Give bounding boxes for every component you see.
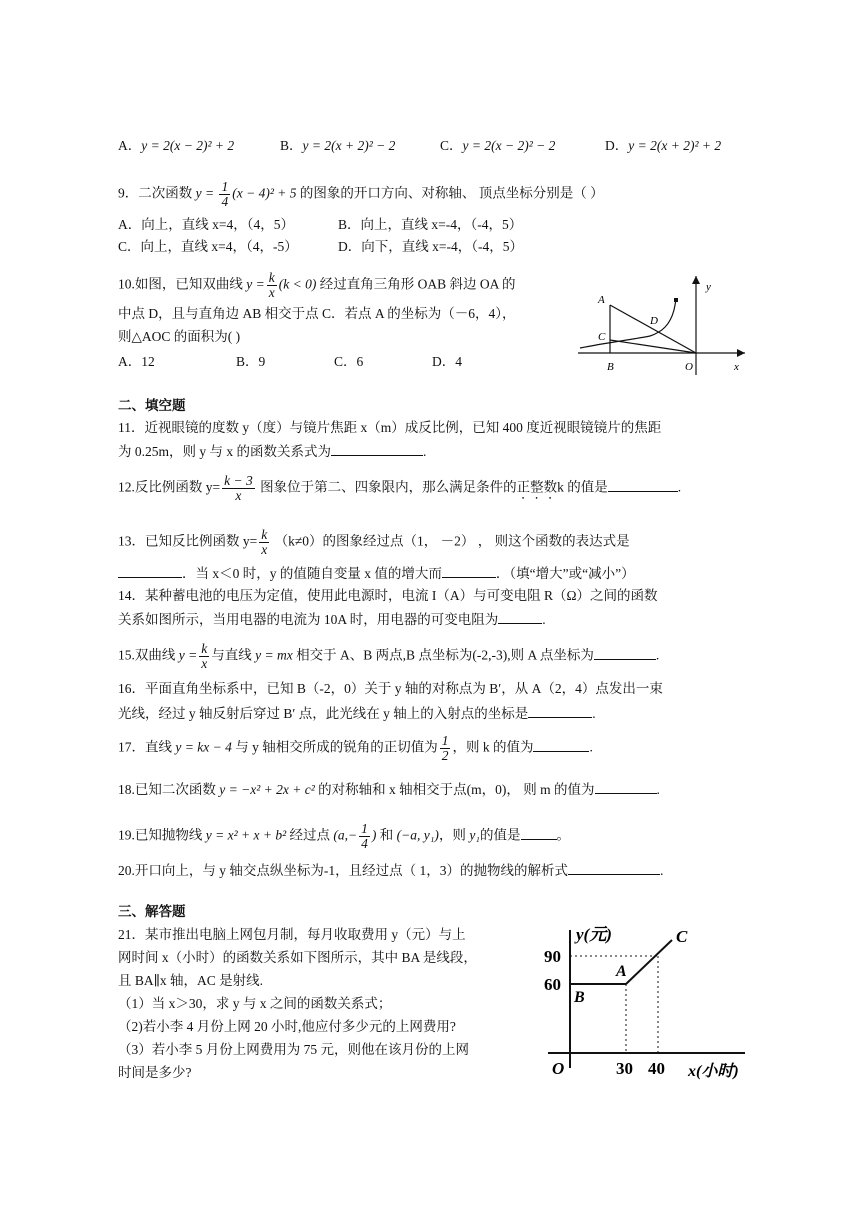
q12-stem: 12.反比例函数 y= $\frac{k - 3}{x}$ 图象位于第二、四象限内，那么满足条件的正整数k 的值是 . — [118, 473, 682, 503]
q12-mid: 图象位于第二、四象限内，那么满足条件的 — [260, 479, 517, 495]
q12-frac-den: x — [235, 488, 242, 503]
q8-option-a-label: A． — [118, 138, 142, 153]
q21-tick-90: 90 — [544, 947, 561, 966]
q15-mid: 与直线 — [211, 647, 252, 663]
q9-options-row2 — [118, 237, 523, 257]
q21-tick-60: 60 — [544, 975, 561, 994]
q19-stem — [118, 822, 570, 851]
q16-line2-text: 光线，经过 y 轴反射后穿过 B′ 点，此光线在 y 轴上的入射点的坐标是 — [118, 706, 529, 721]
q13-trend-blank[interactable] — [442, 563, 496, 578]
q12-prefix: 12.反比例函数 y= — [118, 479, 221, 495]
q15-stem: 15.双曲线 y = $\frac{k}{x}$ 与直线 y = mx 相交于 A、B 两点,B 点坐标为(-2,-3),则 A 点坐标为 . — [118, 641, 660, 671]
q15-suffix: 相交于 A、B 两点,B 点坐标为(-2,-3),则 A 点坐标为 — [296, 647, 594, 663]
q19-point2: (−a, y₁) — [396, 827, 439, 843]
q10-hyperbola — [580, 300, 676, 348]
q10-fraction — [267, 271, 277, 300]
q12-answer-blank[interactable] — [608, 477, 678, 492]
q21-tick-30: 30 — [616, 1059, 633, 1078]
q13-prefix: 13．已知反比例函数 y= — [118, 533, 258, 549]
q20-stem: 20.开口向上，与 y 轴交点纵坐标为-1，且经过点（ 1，3）的抛物线的解析式 . — [118, 860, 663, 881]
q21-x-label: x(小时) — [688, 1063, 739, 1080]
q21-part2: （2)若小李 4 月份上网 20 小时,他应付多少元的上网费用? — [118, 1019, 456, 1034]
q8-option-d-label: D． — [605, 138, 629, 153]
q15-fraction — [199, 642, 209, 671]
q10-label-d: D — [650, 315, 658, 327]
q21-line3: 且 BA∥x 轴，AC 是射线. — [118, 973, 263, 988]
q10-stem-line2: 中点 D，且与直角边 AB 相交于点 C．若点 A 的坐标为（－6，4）， — [118, 306, 516, 321]
q17-mid: 与 y 轴相交所成的锐角的正切值为 — [235, 739, 438, 755]
q20-text: 20.开口向上，与 y 轴交点纵坐标为-1，且经过点（ 1，3）的抛物线的解析式 — [118, 863, 568, 878]
q18-expr: y = −x² + 2x + c² — [219, 782, 315, 797]
q15-lhs: y = — [178, 647, 198, 663]
q8-option-c-label: C． — [440, 138, 463, 153]
q10-label-a: A — [598, 294, 605, 306]
q10-option-b: B．9 — [236, 354, 266, 369]
q12-frac-num: k − 3 — [224, 473, 253, 488]
q10-segment-co — [610, 340, 696, 353]
q17-frac-den: 2 — [441, 748, 449, 763]
q21-label-c: C — [676, 927, 688, 946]
q17-frac-num: 1 — [441, 733, 449, 748]
q19-prefix: 19.已知抛物线 — [118, 827, 203, 843]
q9-option-a: A．向上，直线 x=4，（4，5） — [118, 217, 294, 232]
q9-suffix: 的图象的开口方向、对称轴、 顶点坐标分别是（ ） — [299, 185, 604, 201]
q16-answer-blank[interactable] — [528, 703, 592, 718]
q19-answer-blank[interactable] — [521, 825, 557, 840]
q9-expr: (x − 4)² + 5 — [232, 185, 297, 201]
q12-fraction — [222, 474, 255, 503]
q10-options — [118, 352, 462, 372]
q19-frac-num: 1 — [361, 821, 368, 836]
q16-line1: 16．平面直角坐标系中，已知 B（-2，0）关于 y 轴的对称点为 B′，从 A（2，4）点发出一束 — [118, 681, 663, 696]
q15-expr: y = mx — [255, 647, 293, 663]
q21-label-a: A — [616, 963, 627, 980]
q21-label-o: O — [552, 1059, 565, 1078]
q13-line2a: ．当 x＜0 时，y 的值随自变量 x 值的增大而 — [182, 566, 442, 581]
q10-condition: (k < 0) — [278, 276, 317, 292]
q10-option-c: C．6 — [334, 354, 364, 369]
q10-label-b: B — [607, 361, 614, 373]
q8-option-b-expr: y = 2(x + 2)² − 2 — [302, 138, 396, 153]
q18-answer-blank[interactable] — [595, 779, 657, 794]
q10-option-a: A．12 — [118, 354, 155, 369]
q13-line2 — [118, 563, 635, 584]
q13-expression-blank[interactable] — [118, 563, 182, 578]
q10-y-arrow-icon — [692, 276, 700, 284]
q18-stem: 18.已知二次函数 y = −x² + 2x + c² 的对称轴和 x 轴相交于点(m，0)， 则 m 的值为 . — [118, 779, 660, 800]
q9-frac-den: 4 — [221, 194, 229, 209]
q13-frac-num: k — [261, 527, 268, 542]
q17-suffix: ，则 k 的值为 — [452, 739, 534, 755]
q15-prefix: 15.双曲线 — [118, 647, 176, 663]
q10-frac-den: x — [268, 285, 275, 300]
q14-line2-text: 关系如图所示，当用电器的电流为 10A 时，用电器的可变电阻为 — [118, 612, 499, 627]
q21-tick-40: 40 — [648, 1059, 665, 1078]
q21-y-label: y(元) — [576, 925, 612, 944]
q13-suffix: （k≠0）的图象经过点（1， －2） ， 则这个函数的表达式是 — [274, 533, 630, 549]
q19-fraction — [359, 822, 370, 851]
q19-point1-open: (a,− — [333, 827, 358, 843]
q19-expr: y = x² + x + b² — [205, 827, 287, 843]
q15-frac-den: x — [201, 656, 208, 671]
q9-frac-num: 1 — [221, 179, 229, 194]
q9-stem: 9．二次函数 y = $\frac{1}{4}$ (x − 4)² + 5 的图象的开口方向、对称轴、 顶点坐标分别是（ ） — [118, 179, 604, 209]
q11-answer-blank[interactable] — [331, 441, 423, 456]
q21-line2: 网时间 x（小时）的函数关系如下图所示，其中 BA 是线段， — [118, 950, 477, 965]
q11-line2-text: 为 0.25m，则 y 与 x 的函数关系式为 — [118, 444, 332, 459]
q21-ray-ac — [626, 940, 672, 984]
q9-option-d: D．向下，直线 x=-4，（-4，5） — [338, 239, 523, 254]
q19-mid: 经过点 — [289, 827, 331, 843]
q8-option-b-label: B． — [280, 138, 303, 153]
q10-stem-line1: 10.如图，已知双曲线 y = $\frac{k}{x}$ (k < 0) 经过直角三角形 OAB 斜边 OA 的 — [118, 270, 516, 300]
q19-and: 和 — [379, 827, 394, 843]
q13-stem — [118, 528, 630, 557]
q21-part3-line2: 时间是多少? — [118, 1065, 192, 1080]
q10-label-c: C — [598, 331, 606, 343]
q13-frac-den: x — [261, 542, 268, 557]
q21-part3-line1: （3）若小李 5 月份上网费用为 75 元，则他在该月份的上网 — [118, 1042, 469, 1057]
q10-curve-end-marker — [674, 298, 678, 302]
q10-stem-line3: 则△AOC 的面积为( ) — [118, 329, 241, 344]
q18-prefix: 18.已知二次函数 — [118, 782, 216, 797]
q19-suffix1: ，则 — [438, 827, 466, 843]
q10-label-y: y — [706, 281, 711, 293]
q10-label-o: O — [685, 361, 693, 373]
q9-prefix: 9．二次函数 — [118, 185, 193, 201]
q10-prefix: 10.如图，已知双曲线 — [118, 276, 243, 292]
q21-figure — [540, 918, 760, 1088]
q15-answer-blank[interactable] — [594, 645, 656, 660]
q10-frac-num: k — [268, 270, 275, 285]
q14-line1: 14．某种蓄电池的电压为定值，使用此电源时，电流 I（A）与可变电阻 R（Ω）之间的函数 — [118, 588, 658, 603]
q18-suffix: 的对称轴和 x 轴相交于点(m，0)， 则 m 的值为 — [318, 782, 595, 797]
q19-end: 。 — [556, 827, 570, 843]
q9-fraction — [219, 180, 230, 209]
q8-option-c-expr: y = 2(x − 2)² − 2 — [462, 138, 556, 153]
q9-option-b: B．向上，直线 x=-4，（-4，5） — [338, 217, 523, 232]
q17-fraction — [440, 734, 451, 763]
q13-fraction — [259, 528, 269, 557]
q17-prefix: 17．直线 — [118, 739, 172, 755]
q21-part1: （1）当 x＞30，求 y 与 x 之间的函数关系式； — [118, 996, 392, 1011]
q19-frac-den: 4 — [361, 836, 368, 851]
q17-expr: y = kx − 4 — [175, 739, 232, 755]
q21-label-b: B — [574, 989, 585, 1006]
q9-option-c: C．向上，直线 x=4，（4，-5） — [118, 239, 298, 254]
section-fill-in-heading: 二、填空题 — [118, 398, 186, 413]
q10-segment-ao — [610, 305, 696, 353]
q17-answer-blank[interactable] — [533, 737, 589, 752]
section-answer-heading: 三、解答题 — [118, 904, 186, 919]
q11-line1: 11．近视眼镜的度数 y（度）与镜片焦距 x（m）成反比例，已知 400 度近视眼镜镜片的焦距 — [118, 420, 662, 435]
q8-option-d-expr: y = 2(x + 2)² + 2 — [628, 138, 722, 153]
q21-line1: 21．某市推出电脑上网包月制，每月收取费用 y（元）与上 — [118, 927, 466, 942]
q17-stem: 17．直线 y = kx − 4 与 y 轴相交所成的锐角的正切值为 $\frac{1}{2}$ ，则 k 的值为 . — [118, 733, 593, 763]
q20-answer-blank[interactable] — [568, 860, 660, 875]
q10-suffix: 经过直角三角形 OAB 斜边 OA 的 — [319, 276, 516, 292]
q10-label-x: x — [734, 361, 739, 373]
q14-line2: 关系如图所示，当用电器的电流为 10A 时，用电器的可变电阻为 . — [118, 609, 546, 630]
q16-line2: 光线，经过 y 轴反射后穿过 B′ 点，此光线在 y 轴上的入射点的坐标是 . — [118, 703, 596, 724]
q8-options — [118, 136, 721, 156]
q8-option-a-expr: y = 2(x − 2)² + 2 — [141, 138, 235, 153]
q12-suffix: k 的值是 — [557, 479, 608, 495]
q14-answer-blank[interactable] — [498, 609, 542, 624]
q12-emphasis: 正整数 — [516, 479, 558, 495]
q11-line2: 为 0.25m，则 y 与 x 的函数关系式为 . — [118, 441, 426, 462]
q10-option-d: D．4 — [432, 354, 462, 369]
q10-figure — [570, 270, 750, 378]
q19-point1-close: ) — [371, 827, 377, 843]
q19-var: y₁ — [469, 827, 480, 843]
q9-options-row1 — [118, 215, 522, 235]
q13-line2b: ．（填“增大”或“减小”） — [495, 566, 635, 581]
q15-frac-num: k — [201, 641, 208, 656]
q10-x-arrow-icon — [737, 349, 745, 357]
q19-suffix2: 的值是 — [480, 827, 521, 843]
